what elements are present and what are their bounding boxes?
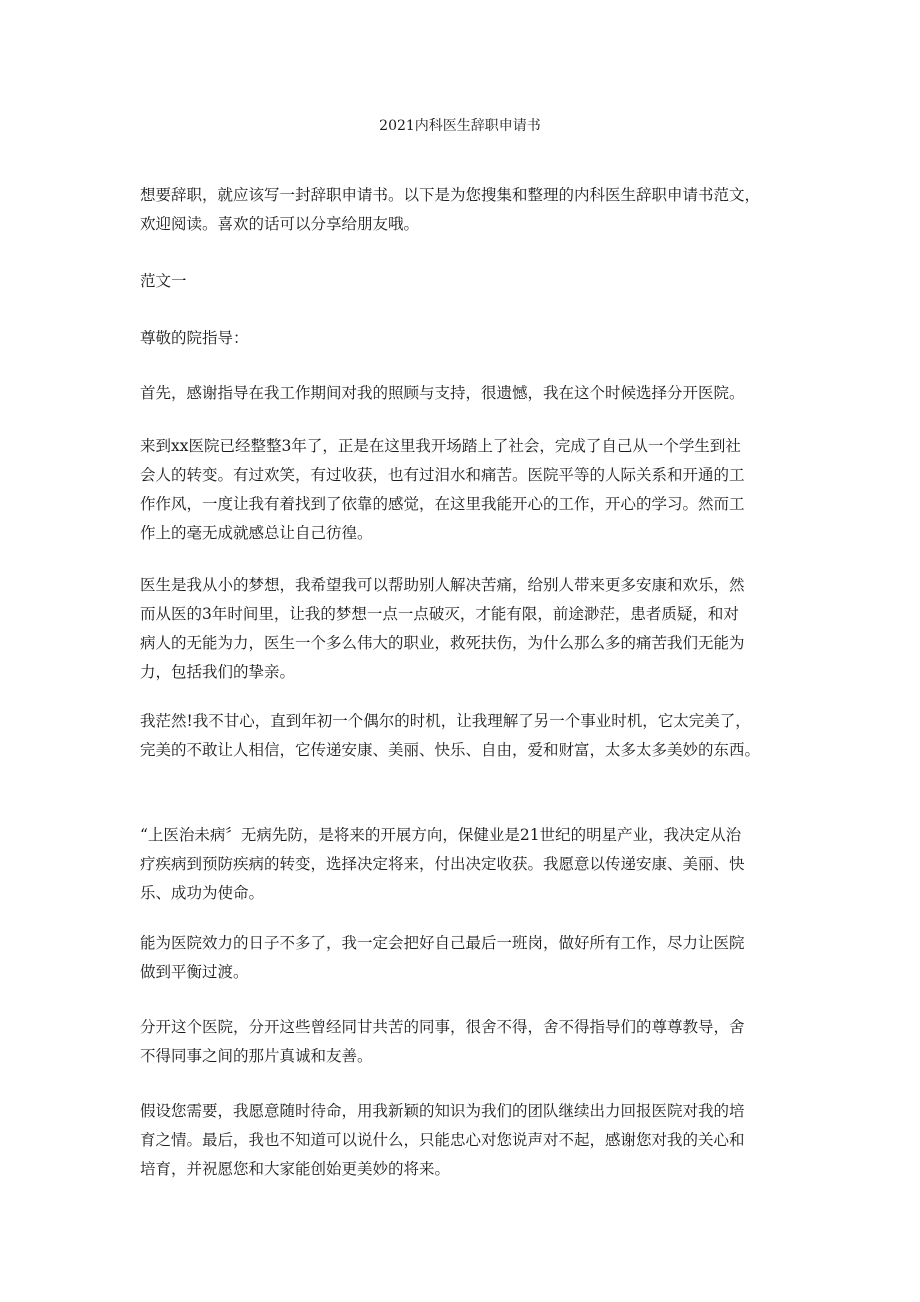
text-line: 首先，感谢指导在我工作期间对我的照顾与支持，很遗憾，我在这个时候选择分开医院。: [140, 384, 745, 402]
text-line: 范文一: [140, 272, 187, 290]
paragraph-intro: [140, 181, 780, 239]
text-line: 欢迎阅读。喜欢的话可以分享给朋友哦。: [140, 215, 420, 233]
paragraph-sample-heading: [140, 267, 780, 296]
text-line: 完美的不敢让人相信，它传递安康、美丽、快乐、自由，爱和财富，太多太多美妙的东西。: [140, 741, 761, 759]
text-line: 来到xx医院已经整整3年了，正是在这里我开场踏上了社会，完成了自己从一个学生到社: [140, 437, 741, 455]
paragraph-experience: [140, 432, 780, 548]
text-line: 做到平衡过渡。: [140, 963, 249, 981]
text-line: 作作风，一度让我有着找到了依靠的感觉，在这里我能开心的工作，开心的学习。然而工: [140, 495, 745, 513]
text-line: 乐、成功为使命。: [140, 884, 265, 902]
paragraph-salutation: [140, 324, 780, 353]
text-line: 而从医的3年时间里，让我的梦想一点一点破灭，才能有限，前途渺茫，患者质疑，和对: [140, 605, 739, 623]
text-line: 培育，并祝愿您和大家能创始更美妙的将来。: [140, 1160, 451, 1178]
text-line: 作上的毫无成就感总让自己彷徨。: [140, 524, 373, 542]
paragraph-thanks: [140, 379, 780, 408]
text-line: 想要辞职，就应该写一封辞职申请书。以下是为您搜集和整理的内科医生辞职申请书范文，: [140, 186, 761, 204]
paragraph-closing: [140, 1097, 780, 1184]
document-title: 2021内科医生辞职申请书: [379, 118, 541, 134]
paragraph-handover: [140, 929, 780, 987]
text-line: 我茫然!我不甘心，直到年初一个偶尔的时机，让我理解了另一个事业时机，它太完美了，: [140, 712, 751, 730]
text-line: 会人的转变。有过欢笑，有过收获，也有过泪水和痛苦。医院平等的人际关系和开通的工: [140, 466, 745, 484]
paragraph-opportunity: [140, 707, 780, 765]
text-line: 能为医院效力的日子不多了，我一定会把好自己最后一班岗，做好所有工作，尽力让医院: [140, 934, 745, 952]
text-line: 力，包括我们的挚亲。: [140, 663, 296, 681]
text-line: 分开这个医院，分开这些曾经同甘共苦的同事，很舍不得，舍不得指导们的尊尊教导，舍: [140, 1018, 745, 1036]
paragraph-prevention: [140, 821, 780, 908]
text-line: 医生是我从小的梦想，我希望我可以帮助别人解决苦痛，给别人带来更多安康和欢乐，然: [140, 576, 745, 594]
paragraph-farewell: [140, 1013, 780, 1071]
text-line: “上医治未病〞无病先防，是将来的开展方向，保健业是21世纪的明星产业，我决定从治: [140, 826, 742, 844]
text-line: 疗疾病到预防疾病的转变，选择决定将来，付出决定收获。我愿意以传递安康、美丽、快: [140, 855, 745, 873]
text-line: 假设您需要，我愿意随时待命，用我新颖的知识为我们的团队继续出力回报医院对我的培: [140, 1102, 745, 1120]
text-line: 尊敬的院指导：: [140, 329, 249, 347]
text-line: 病人的无能为力，医生一个多么伟大的职业，救死扶伤，为什么那么多的痛苦我们无能为: [140, 634, 745, 652]
text-line: 不得同事之间的那片真诚和友善。: [140, 1047, 373, 1065]
text-line: 育之情。最后，我也不知道可以说什么，只能忠心对您说声对不起，感谢您对我的关心和: [140, 1131, 745, 1149]
paragraph-dream: [140, 571, 780, 687]
